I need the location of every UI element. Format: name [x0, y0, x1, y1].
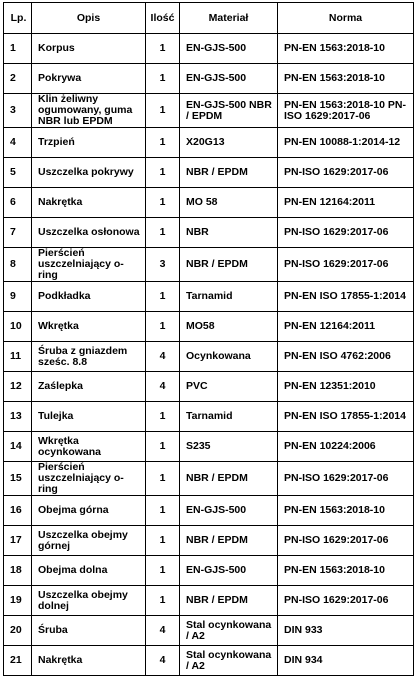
table-row: [4, 496, 414, 526]
header-material: Materiał: [180, 3, 278, 34]
cell-opis: Uszczelka osłonowa: [32, 218, 146, 248]
table-row: [4, 372, 414, 402]
cell-material: NBR / EPDM: [180, 462, 278, 496]
cell-ilosc: 4: [146, 372, 180, 402]
cell-norma: PN-ISO 1629:2017-06: [278, 586, 414, 616]
table-header-row: [4, 3, 414, 34]
cell-ilosc: 1: [146, 64, 180, 94]
cell-material: NBR: [180, 218, 278, 248]
cell-norma: PN-EN ISO 4762:2006: [278, 342, 414, 372]
table-row: [4, 616, 414, 646]
cell-opis: Zaślepka: [32, 372, 146, 402]
cell-norma: PN-EN 10088-1:2014-12: [278, 128, 414, 158]
cell-lp: 15: [4, 462, 32, 496]
cell-norma: PN-ISO 1629:2017-06: [278, 248, 414, 282]
table-row: [4, 432, 414, 462]
cell-opis: Tulejka: [32, 402, 146, 432]
cell-norma: PN-EN 1563:2018-10: [278, 496, 414, 526]
cell-opis: Uszczelka obejmy dolnej: [32, 586, 146, 616]
cell-ilosc: 1: [146, 282, 180, 312]
cell-ilosc: 1: [146, 462, 180, 496]
cell-opis: Nakrętka: [32, 188, 146, 218]
table-row: [4, 94, 414, 128]
cell-material: EN-GJS-500: [180, 496, 278, 526]
cell-lp: 17: [4, 526, 32, 556]
cell-ilosc: 1: [146, 556, 180, 586]
table-row: [4, 646, 414, 676]
cell-ilosc: 1: [146, 188, 180, 218]
parts-table: [3, 2, 414, 676]
cell-lp: 1: [4, 34, 32, 64]
cell-ilosc: 1: [146, 586, 180, 616]
table-row: [4, 462, 414, 496]
cell-lp: 8: [4, 248, 32, 282]
cell-lp: 10: [4, 312, 32, 342]
cell-lp: 18: [4, 556, 32, 586]
cell-material: Stal ocynkowana / A2: [180, 646, 278, 676]
header-opis: Opis: [32, 3, 146, 34]
cell-norma: PN-EN ISO 17855-1:2014: [278, 402, 414, 432]
cell-material: EN-GJS-500: [180, 64, 278, 94]
cell-material: MO 58: [180, 188, 278, 218]
cell-lp: 2: [4, 64, 32, 94]
cell-opis: Pokrywa: [32, 64, 146, 94]
cell-lp: 5: [4, 158, 32, 188]
cell-ilosc: 3: [146, 248, 180, 282]
cell-opis: Nakrętka: [32, 646, 146, 676]
cell-lp: 3: [4, 94, 32, 128]
cell-material: NBR / EPDM: [180, 586, 278, 616]
cell-opis: Obejma dolna: [32, 556, 146, 586]
cell-norma: PN-EN ISO 17855-1:2014: [278, 282, 414, 312]
cell-lp: 12: [4, 372, 32, 402]
cell-lp: 13: [4, 402, 32, 432]
cell-norma: PN-EN 1563:2018-10 PN-ISO 1629:2017-06: [278, 94, 414, 128]
cell-lp: 7: [4, 218, 32, 248]
table-row: [4, 282, 414, 312]
cell-material: Stal ocynkowana / A2: [180, 616, 278, 646]
cell-ilosc: 4: [146, 342, 180, 372]
cell-norma: DIN 934: [278, 646, 414, 676]
table-row: [4, 312, 414, 342]
cell-opis: Wkrętka: [32, 312, 146, 342]
cell-lp: 20: [4, 616, 32, 646]
cell-opis: Śruba z gniazdem sześc. 8.8: [32, 342, 146, 372]
cell-ilosc: 4: [146, 646, 180, 676]
cell-opis: Klin żeliwny ogumowany, guma NBR lub EPDM: [32, 94, 146, 128]
table-row: [4, 64, 414, 94]
cell-material: X20G13: [180, 128, 278, 158]
cell-opis: Śruba: [32, 616, 146, 646]
header-ilosc: Ilość: [146, 3, 180, 34]
cell-norma: PN-EN 12351:2010: [278, 372, 414, 402]
cell-material: NBR / EPDM: [180, 526, 278, 556]
cell-lp: 6: [4, 188, 32, 218]
cell-material: NBR / EPDM: [180, 248, 278, 282]
cell-ilosc: 1: [146, 94, 180, 128]
cell-material: EN-GJS-500: [180, 34, 278, 64]
table-row: [4, 34, 414, 64]
cell-lp: 11: [4, 342, 32, 372]
cell-lp: 4: [4, 128, 32, 158]
cell-opis: Pierścień uszczelniający o-ring: [32, 248, 146, 282]
cell-norma: PN-ISO 1629:2017-06: [278, 158, 414, 188]
cell-ilosc: 1: [146, 496, 180, 526]
cell-lp: 19: [4, 586, 32, 616]
cell-norma: PN-ISO 1629:2017-06: [278, 526, 414, 556]
table-row: [4, 248, 414, 282]
cell-material: NBR / EPDM: [180, 158, 278, 188]
table-row: [4, 342, 414, 372]
cell-opis: Trzpień: [32, 128, 146, 158]
cell-opis: Pierścień uszczelniający o-ring: [32, 462, 146, 496]
header-norma: Norma: [278, 3, 414, 34]
cell-norma: DIN 933: [278, 616, 414, 646]
cell-material: MO58: [180, 312, 278, 342]
cell-norma: PN-EN 10224:2006: [278, 432, 414, 462]
cell-norma: PN-EN 12164:2011: [278, 312, 414, 342]
cell-norma: PN-EN 1563:2018-10: [278, 34, 414, 64]
cell-norma: PN-EN 12164:2011: [278, 188, 414, 218]
cell-ilosc: 1: [146, 402, 180, 432]
cell-ilosc: 1: [146, 432, 180, 462]
header-lp: Lp.: [4, 3, 32, 34]
cell-material: EN-GJS-500: [180, 556, 278, 586]
cell-ilosc: 1: [146, 128, 180, 158]
cell-opis: Korpus: [32, 34, 146, 64]
cell-material: Tarnamid: [180, 282, 278, 312]
cell-opis: Wkrętka ocynkowana: [32, 432, 146, 462]
cell-material: PVC: [180, 372, 278, 402]
table-row: [4, 402, 414, 432]
table-body: [4, 34, 414, 676]
cell-lp: 16: [4, 496, 32, 526]
cell-opis: Obejma górna: [32, 496, 146, 526]
cell-lp: 14: [4, 432, 32, 462]
cell-ilosc: 1: [146, 526, 180, 556]
cell-norma: PN-EN 1563:2018-10: [278, 64, 414, 94]
table-row: [4, 158, 414, 188]
cell-material: Ocynkowana: [180, 342, 278, 372]
cell-ilosc: 1: [146, 312, 180, 342]
cell-lp: 9: [4, 282, 32, 312]
cell-ilosc: 1: [146, 158, 180, 188]
cell-norma: PN-ISO 1629:2017-06: [278, 462, 414, 496]
cell-material: S235: [180, 432, 278, 462]
table-row: [4, 218, 414, 248]
cell-ilosc: 4: [146, 616, 180, 646]
cell-opis: Podkładka: [32, 282, 146, 312]
table-row: [4, 556, 414, 586]
cell-opis: Uszczelka pokrywy: [32, 158, 146, 188]
cell-norma: PN-EN 1563:2018-10: [278, 556, 414, 586]
table-row: [4, 188, 414, 218]
table-row: [4, 128, 414, 158]
cell-material: EN-GJS-500 NBR / EPDM: [180, 94, 278, 128]
cell-ilosc: 1: [146, 34, 180, 64]
table-row: [4, 586, 414, 616]
cell-ilosc: 1: [146, 218, 180, 248]
cell-lp: 21: [4, 646, 32, 676]
cell-material: Tarnamid: [180, 402, 278, 432]
table-row: [4, 526, 414, 556]
cell-opis: Uszczelka obejmy górnej: [32, 526, 146, 556]
cell-norma: PN-ISO 1629:2017-06: [278, 218, 414, 248]
